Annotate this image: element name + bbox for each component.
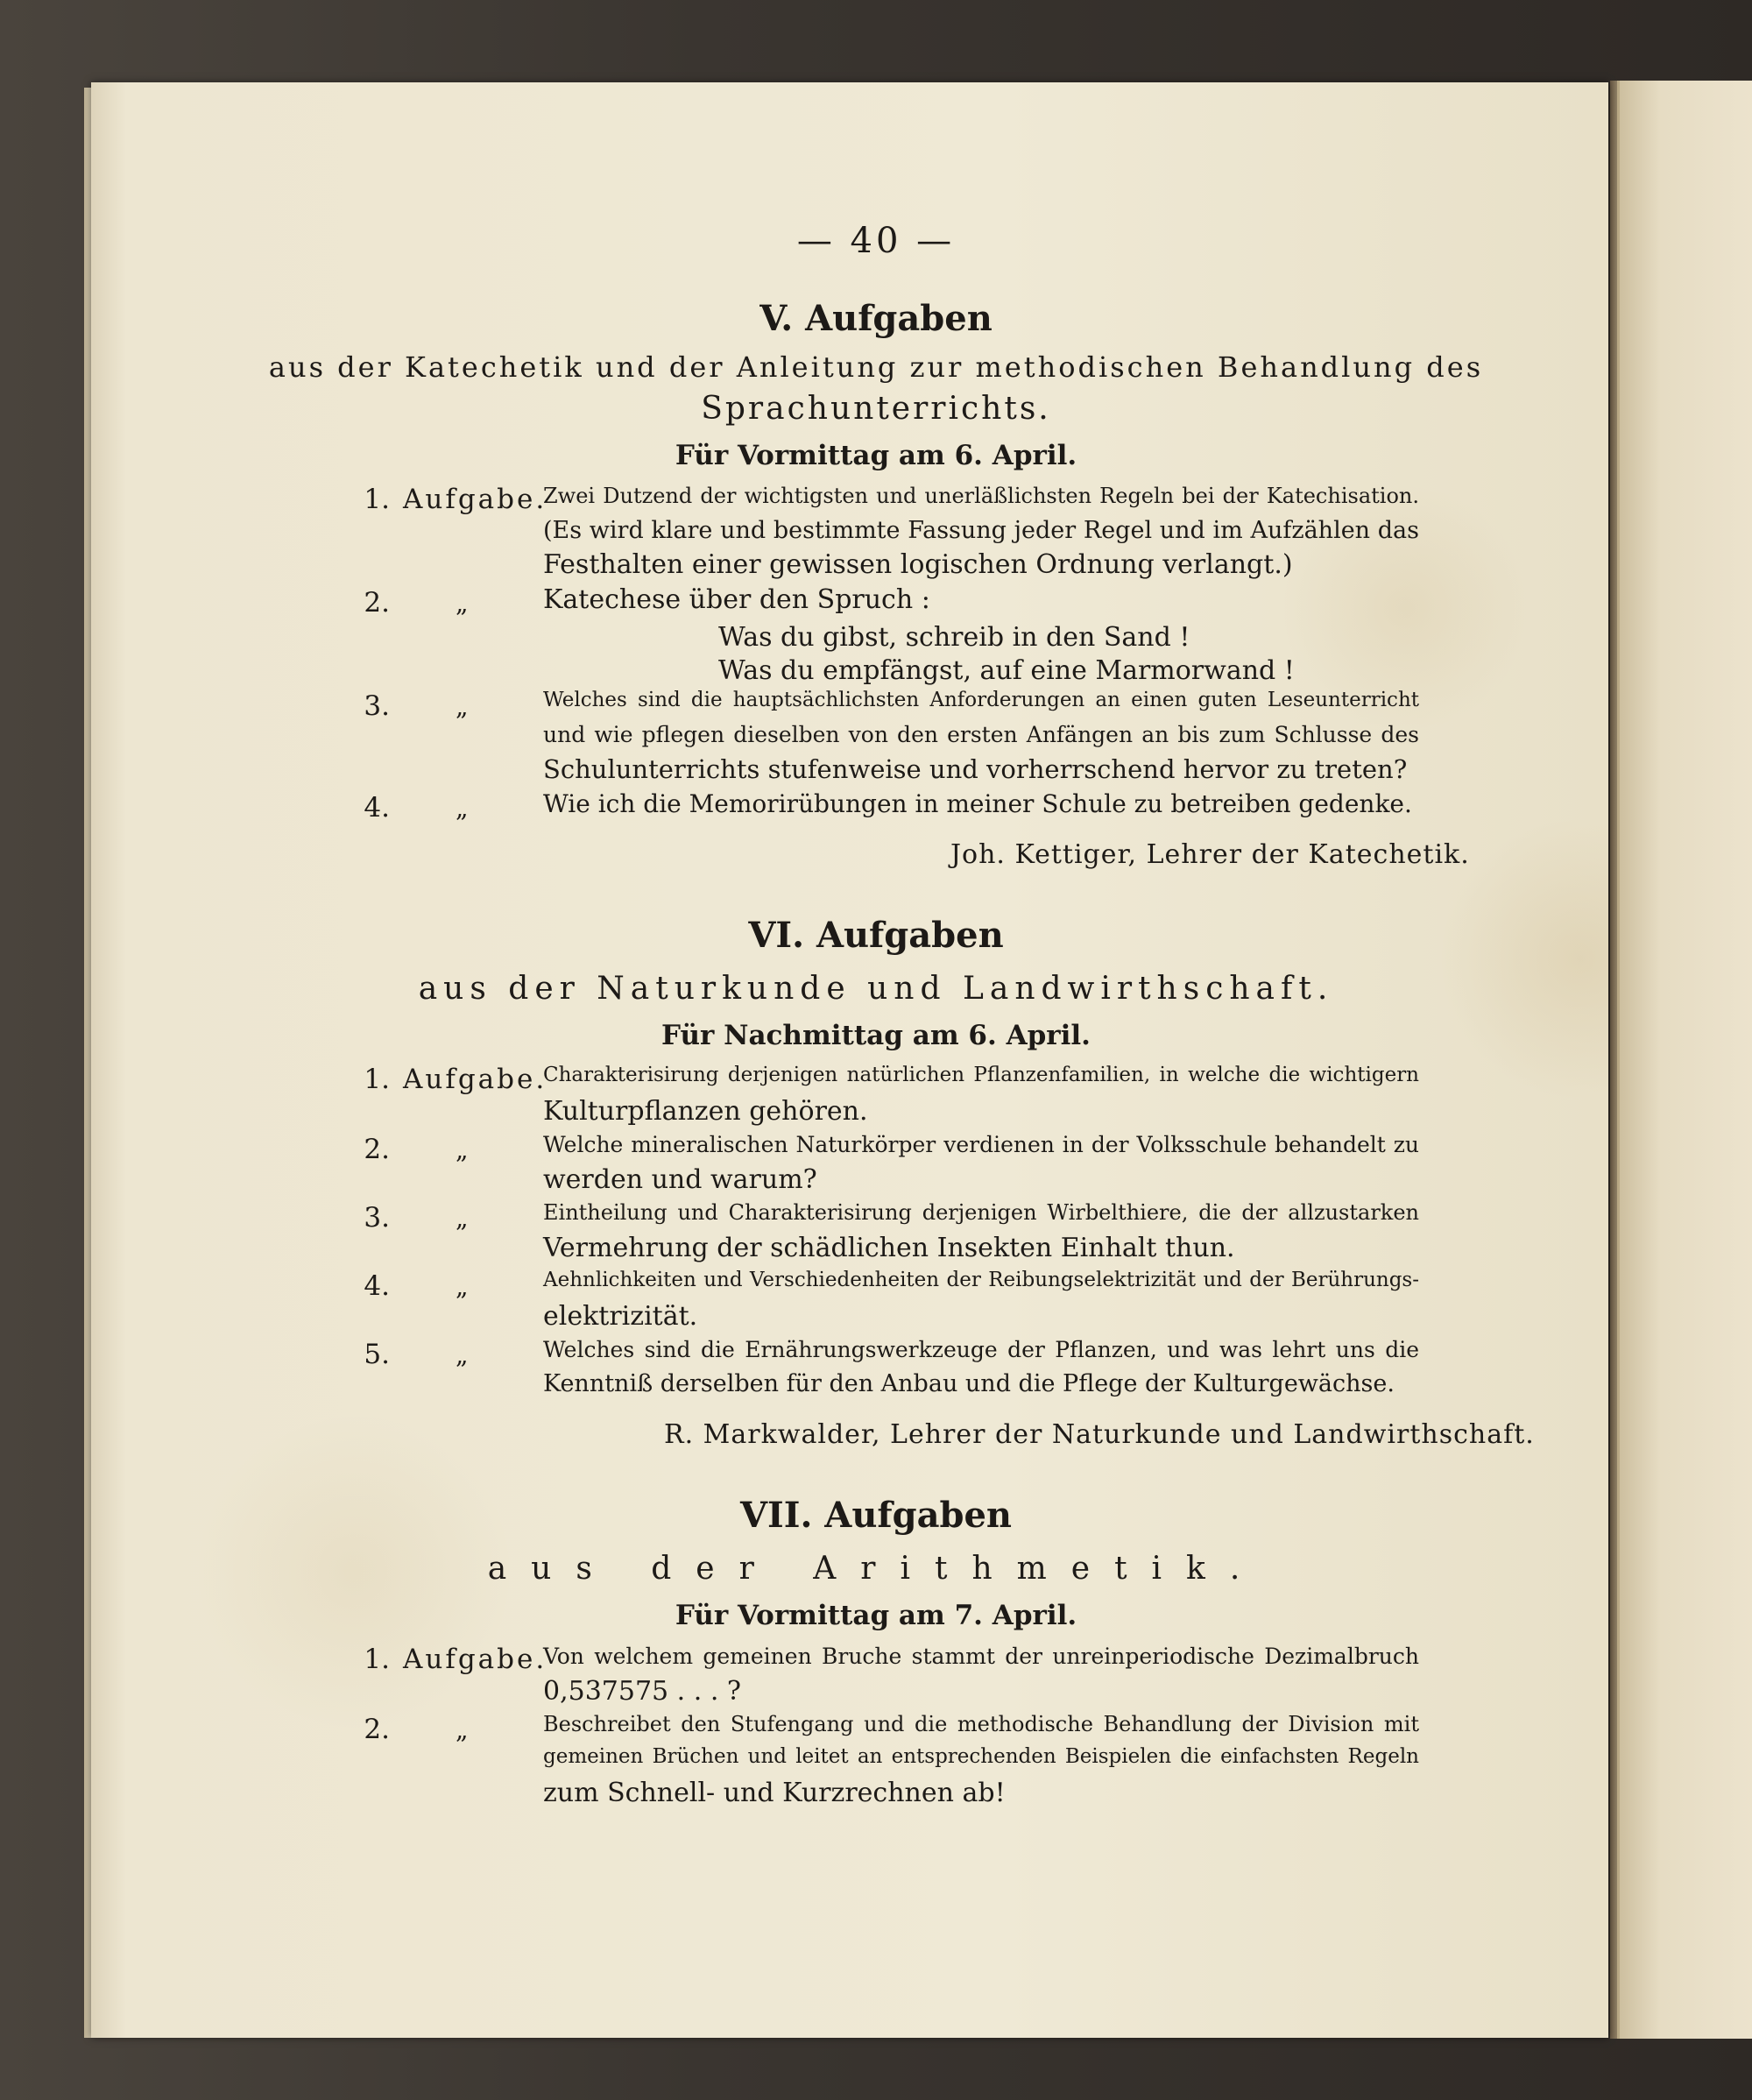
task-number: 4. [364,792,390,824]
section-v-subtitle-2: Sprachunterrichts. [701,391,1051,427]
task-line: Katechese über den Spruch : [543,584,930,615]
task-number: 3. [364,1202,390,1234]
task-number: 3. [364,690,390,722]
task-line: werden und warum? [543,1164,817,1195]
task-line: Beschreibet den Stufengang und die methodische Behandlung der Division mit [543,1712,1419,1736]
task-number: 2. [364,1714,390,1745]
ditto-mark: „ [456,589,469,618]
task-line: Zwei Dutzend der wichtigsten und unerläßlichsten Regeln bei der Katechisation. [543,484,1419,508]
ditto-mark: „ [456,692,469,721]
page-number: — 40 — [796,221,956,261]
task-line: Schulunterrichts stufenweise und vorherrschend hervor zu treten? [543,754,1408,784]
task-number: 1. [364,484,390,515]
task-label: Aufgabe. [403,484,548,515]
task-line: elektrizität. [543,1301,698,1332]
task-number: 2. [364,587,390,619]
task-line: Vermehrung der schädlichen Insekten Einhalt thun. [543,1233,1235,1263]
section-v-subtitle-1: aus der Katechetik und der Anleitung zur methodischen Behandlung des [268,350,1484,384]
task-line: Kenntniß derselben für den Anbau und die Pflege der Kulturgewächse. [543,1370,1395,1397]
task-line: gemeinen Brüchen und leitet an entsprechenden Beispielen die einfachsten Regeln [543,1745,1419,1768]
task-line: Welches sind die Ernährungswerkzeuge der Pflanzen, und was lehrt uns die [543,1337,1419,1362]
task-line: Wie ich die Memorirübungen in meiner Schule zu betreiben gedenke. [543,789,1412,818]
task-number: 1. [364,1644,390,1675]
task-line: Charakterisirung derjenigen natürlichen Pflanzenfamilien, in welche die wichtigern [543,1064,1419,1086]
task-number: 5. [364,1339,390,1370]
task-line: Aehnlichkeiten und Verschiedenheiten der Reibungselektrizität und der Berührungs- [543,1269,1419,1291]
section-vii-date: Für Vormittag am 7. April. [675,1600,1077,1631]
task-label: Aufgabe. [403,1644,548,1675]
task-line: zum Schnell- und Kurzrechnen ab! [543,1778,1006,1808]
section-vii-subtitle: aus der Arithmetik. [487,1551,1265,1587]
task-number: 4. [364,1270,390,1302]
section-v-signature: Joh. Kettiger, Lehrer der Katechetik. [950,839,1470,870]
task-number: 2. [364,1134,390,1165]
task-line: Eintheilung und Charakterisirung derjenigen Wirbelthiere, die der allzustarken [543,1200,1419,1225]
task-line: Welche mineralischen Naturkörper verdienen in der Volksschule behandelt zu [543,1132,1419,1157]
task-number: 1. [364,1064,390,1095]
task-line: und wie pflegen dieselben von den ersten Anfängen an bis zum Schlusse des [543,722,1419,747]
section-vi-date: Für Nachmittag am 6. April. [661,1020,1091,1051]
ditto-mark: „ [456,1135,469,1164]
section-vi-title: VI. Aufgaben [748,915,1004,956]
task-line: 0,537575 . . . ? [543,1676,741,1707]
section-vii-title: VII. Aufgaben [739,1495,1013,1536]
task-line: Kulturpflanzen gehören. [543,1096,868,1127]
ditto-mark: „ [456,1272,469,1301]
verse-line: Was du empfängst, auf eine Marmorwand ! [718,655,1295,686]
section-v-title: V. Aufgaben [759,298,993,339]
task-label: Aufgabe. [403,1064,548,1095]
ditto-mark: „ [456,1204,469,1233]
ditto-mark: „ [456,1715,469,1744]
task-line: Festhalten einer gewissen logischen Ordnung verlangt.) [543,549,1293,580]
section-vi-signature: R. Markwalder, Lehrer der Naturkunde und Landwirthschaft. [664,1419,1535,1450]
task-line: Von welchem gemeinen Bruche stammt der unreinperiodische Dezimalbruch [543,1644,1419,1669]
section-vi-subtitle: aus der Naturkunde und Landwirthschaft. [418,971,1334,1007]
section-v-date: Für Vormittag am 6. April. [675,440,1077,471]
task-line: (Es wird klare und bestimmte Fassung jeder Regel und im Aufzählen das [543,517,1419,544]
ditto-mark: „ [456,794,469,823]
ditto-mark: „ [456,1340,469,1369]
task-line: Welches sind die hauptsächlichsten Anforderungen an einen guten Leseunterricht [543,689,1419,711]
verse-line: Was du gibst, schreib in den Sand ! [718,622,1190,653]
